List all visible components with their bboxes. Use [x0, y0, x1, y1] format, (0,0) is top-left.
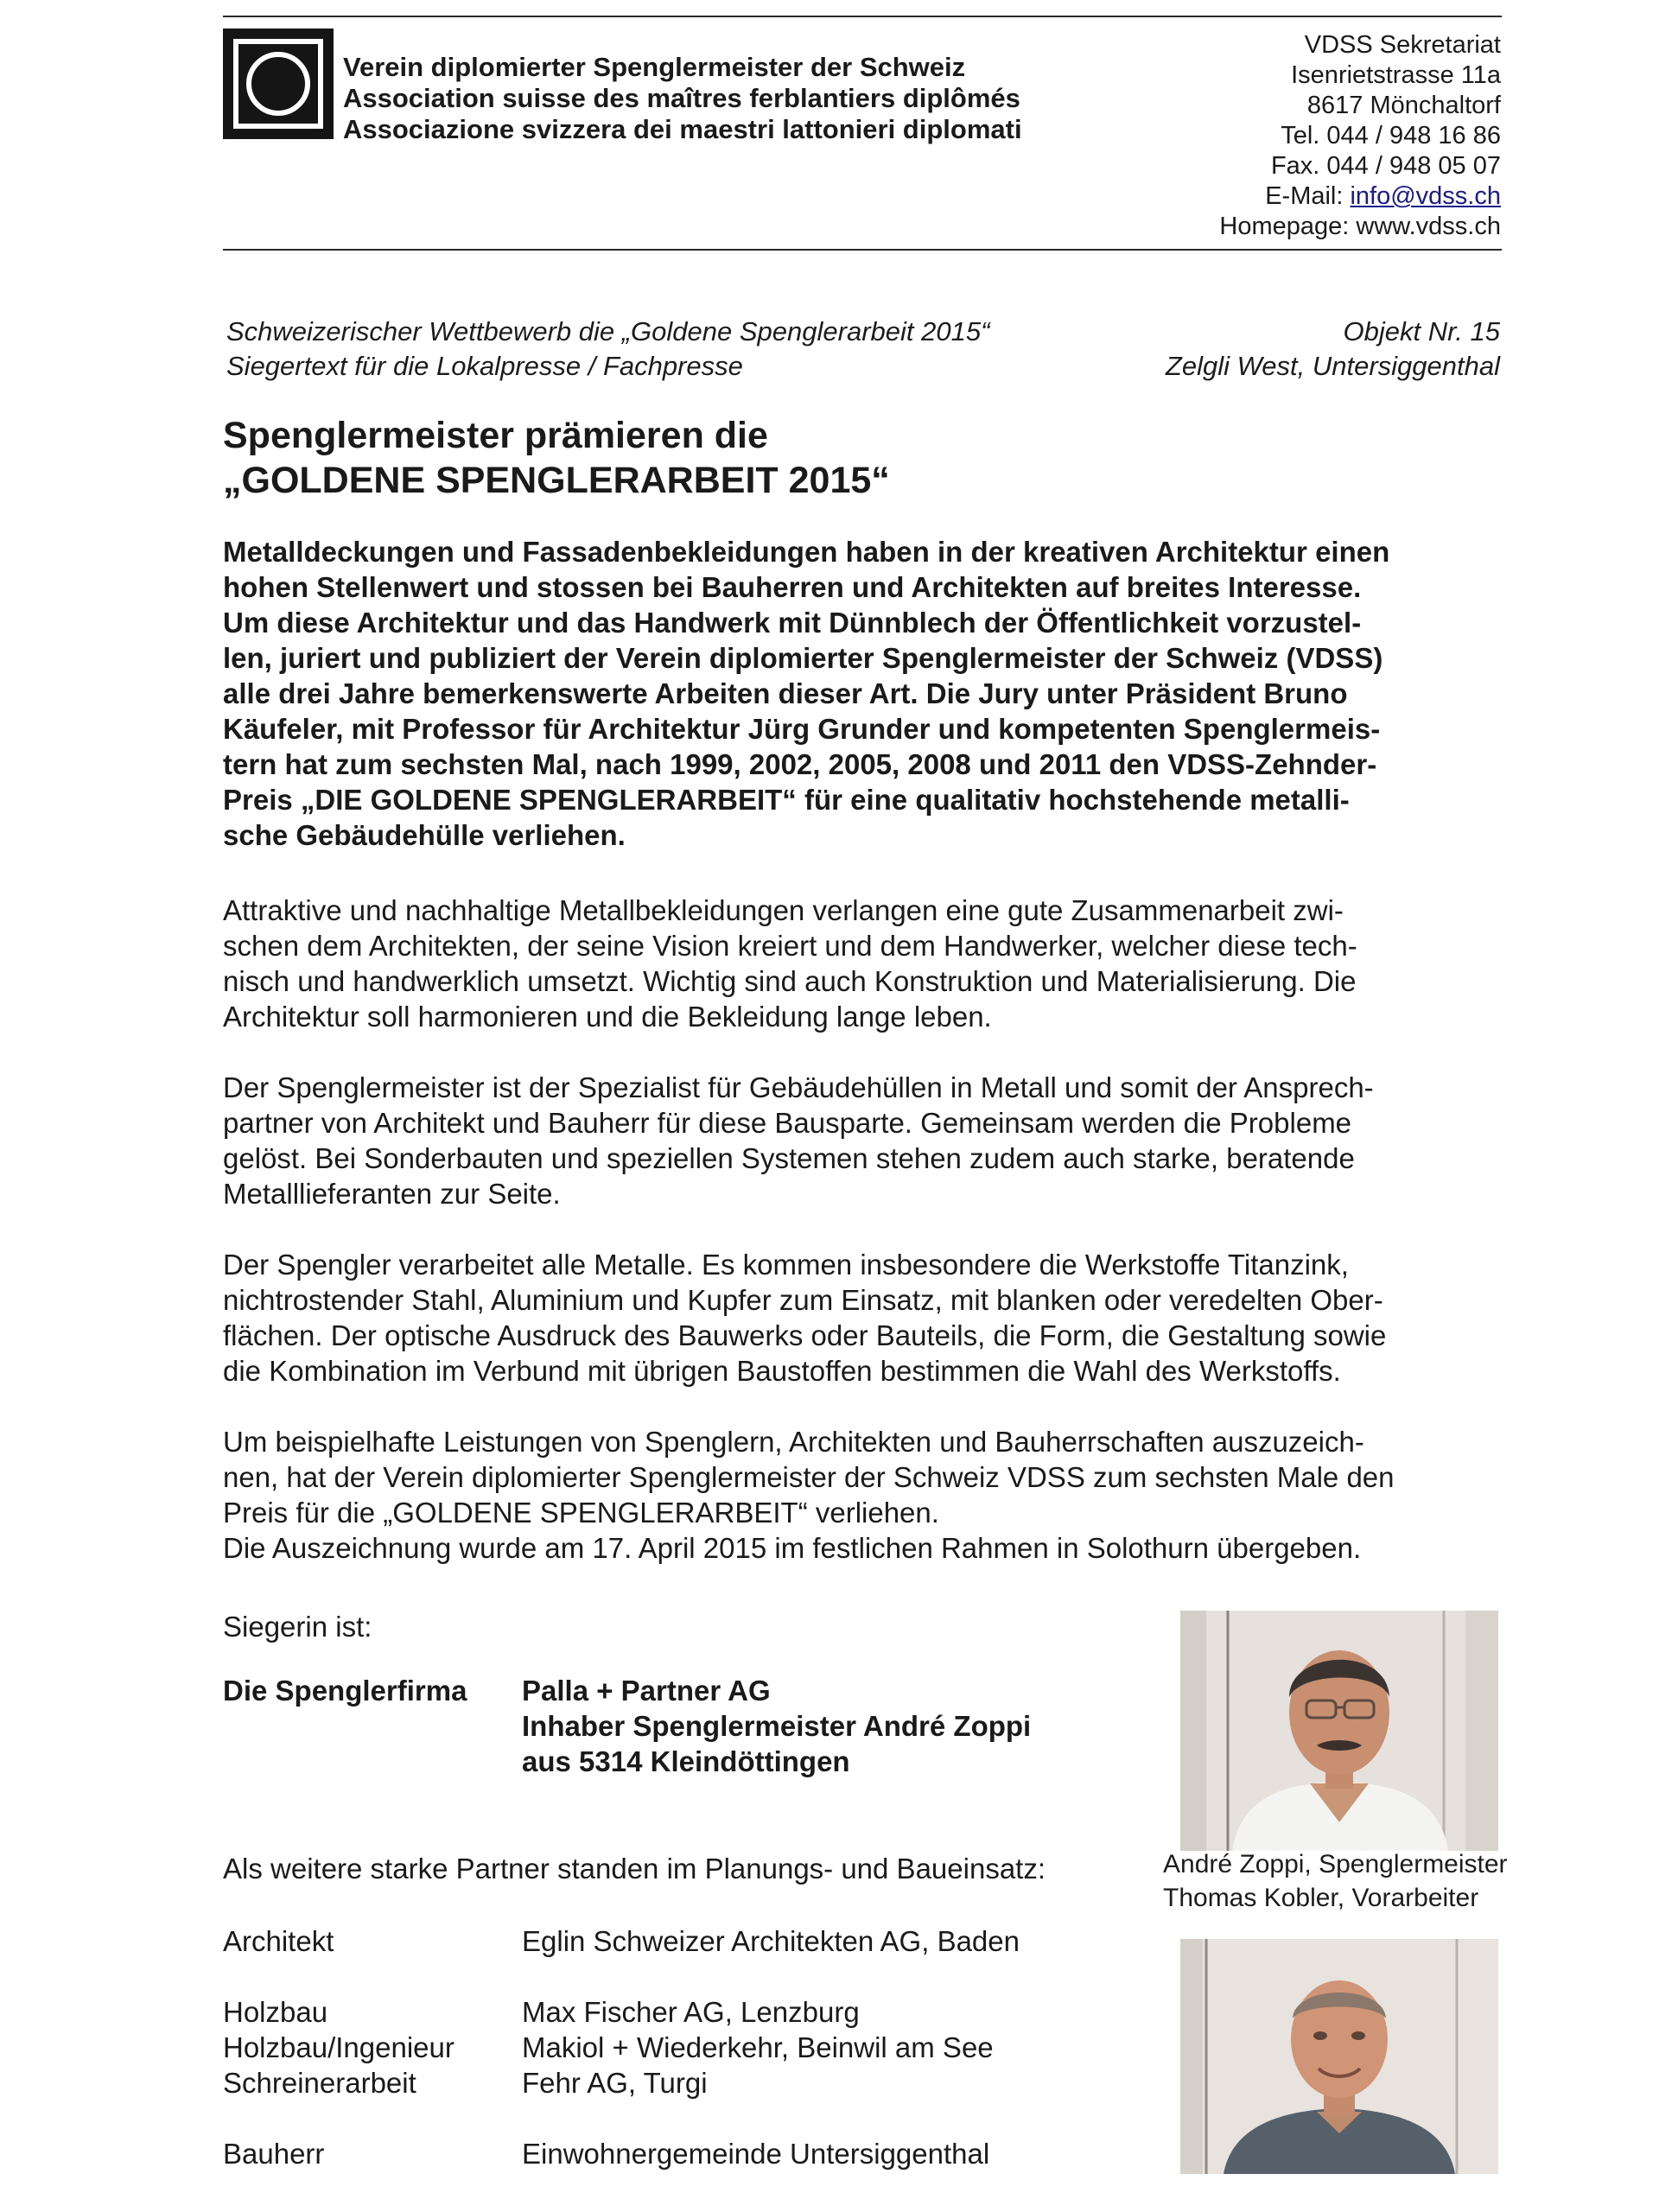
object-number: Objekt Nr. 15 [1343, 316, 1500, 346]
secretariat-street: Isenrietstrasse 11a [1291, 61, 1501, 89]
partners-intro: Als weitere starke Partner standen im Planungs- und Baueinsatz: [223, 1853, 1046, 1885]
object-info [1166, 315, 1500, 384]
secretariat-city: 8617 Mönchaltorf [1306, 92, 1501, 119]
partner-role: Bauherr [223, 2138, 325, 2170]
caption-line-2: Thomas Kobler, Vorarbeiter [1163, 1884, 1479, 1912]
paragraph-line: schen dem Architekten, der seine Vision kreiert und dem Handwerker, welcher diese tech- [223, 930, 1357, 962]
lead-line: tern hat zum sechsten Mal, nach 1999, 2002, 2005, 2008 und 2011 den VDSS-Zehnder- [223, 748, 1377, 780]
paragraph-line: Architektur soll harmonieren und die Bekleidung lange leben. [223, 1001, 992, 1033]
object-location: Zelgli West, Untersiggenthal [1165, 351, 1500, 381]
paragraph-line: partner von Architekt und Bauherr für diese Bausparte. Gemeinsam werden die Probleme [223, 1107, 1352, 1139]
competition-title: Schweizerischer Wettbewerb die „Goldene Spenglerarbeit 2015“ [226, 316, 990, 346]
org-name-de: Verein diplomierter Spenglermeister der Schweiz [343, 52, 966, 82]
press-note: Siegertext für die Lokalpresse / Fachpresse [226, 351, 743, 381]
partner-name: Eglin Schweizer Architekten AG, Baden [522, 1925, 1020, 1957]
paragraph-line: nichtrostender Stahl, Aluminium und Kupfer zum Einsatz, mit blanken oder veredelten Ober- [223, 1284, 1383, 1316]
header-top-rule [223, 16, 1502, 17]
winner-intro: Siegerin ist: [223, 1611, 372, 1643]
paragraph-line: nisch und handwerklich umsetzt. Wichtig sind auch Konstruktion und Materialisierung. Die [223, 965, 1357, 997]
organization-name [343, 52, 1022, 145]
page-title [223, 413, 890, 503]
org-name-fr: Association suisse des maîtres ferblantiers diplômés [343, 83, 1020, 113]
partner-role: Holzbau/Ingenieur [223, 2031, 454, 2063]
body-paragraph [223, 1424, 1502, 1566]
lead-line: len, juriert und publiziert der Verein diplomierter Spenglermeister der Schweiz (VDSS) [223, 642, 1383, 674]
paragraph-line: gelöst. Bei Sonderbauten und speziellen Systemen stehen zudem auch starke, beratende [223, 1142, 1355, 1174]
partner-name: Max Fischer AG, Lenzburg [522, 1996, 860, 2028]
partner-name: Fehr AG, Turgi [522, 2067, 708, 2099]
lead-line: Um diese Architektur und das Handwerk mit Dünnblech der Öffentlichkeit vorzustel- [223, 607, 1362, 639]
partner-role: Schreinerarbeit [223, 2067, 416, 2099]
paragraph-line: Der Spengler verarbeitet alle Metalle. Es kommen insbesondere die Werkstoffe Titanzink, [223, 1249, 1349, 1281]
vdss-logo [223, 29, 334, 139]
email-label: E-Mail: [1265, 182, 1351, 210]
title-line-2: „GOLDENE SPENGLERARBEIT 2015“ [223, 460, 890, 501]
partner-role: Architekt [223, 1925, 334, 1957]
lead-line: Preis „DIE GOLDENE SPENGLERARBEIT“ für eine qualitativ hochstehende metalli- [223, 784, 1350, 816]
secretariat-tel: Tel. 044 / 948 16 86 [1281, 122, 1501, 149]
body-paragraph [223, 1247, 1502, 1389]
secretariat-fax: Fax. 044 / 948 05 07 [1270, 152, 1501, 180]
portrait-photo-thomas-kobler [1180, 1939, 1498, 2174]
lead-line: alle drei Jahre bemerkenswerte Arbeiten dieser Art. Die Jury unter Präsident Bruno [223, 677, 1348, 709]
org-name-it: Associazione svizzera dei maestri lattonieri diplomati [343, 114, 1022, 144]
lead-line: sche Gebäudehülle verliehen. [223, 819, 626, 851]
paragraph-line: Metalllieferanten zur Seite. [223, 1178, 561, 1210]
partner-name: Makiol + Wiederkehr, Beinwil am See [522, 2031, 994, 2063]
photo-caption [1163, 1847, 1508, 1915]
paragraph-line: Der Spenglermeister ist der Spezialist für Gebäudehüllen in Metall und somit der Ansprech- [223, 1071, 1374, 1103]
title-line-1: Spenglermeister prämieren die [223, 415, 768, 456]
lead-paragraph [223, 534, 1502, 853]
paragraph-line: die Kombination im Verbund mit übrigen Baustoffen bestimmen die Wahl des Werkstoffs. [223, 1355, 1341, 1387]
winner-label: Die Spenglerfirma [223, 1675, 467, 1707]
secretariat-homepage: Homepage: www.vdss.ch [1219, 213, 1501, 240]
portrait-photo-andre-zoppi [1180, 1611, 1498, 1851]
header-bottom-rule [223, 249, 1502, 251]
winner-location: aus 5314 Kleindöttingen [522, 1745, 850, 1777]
secretariat-title: VDSS Sekretariat [1304, 31, 1501, 59]
paragraph-line: Die Auszeichnung wurde am 17. April 2015 im festlichen Rahmen in Solothurn übergeben. [223, 1532, 1362, 1564]
caption-line-1: André Zoppi, Spenglermeister [1163, 1850, 1508, 1878]
competition-info [226, 315, 989, 384]
paragraph-line: Um beispielhafte Leistungen von Spenglern, Architekten und Bauherrschaften auszuzeich- [223, 1426, 1364, 1458]
body-paragraph [223, 893, 1502, 1034]
secretariat-email-line [1219, 181, 1501, 212]
winner-company: Palla + Partner AG [522, 1675, 771, 1707]
paragraph-line: Attraktive und nachhaltige Metallbekleidungen verlangen eine gute Zusammenarbeit zwi- [223, 894, 1344, 926]
winner-details [522, 1673, 1031, 1779]
paragraph-line: Preis für die „GOLDENE SPENGLERARBEIT“ verliehen. [223, 1497, 939, 1529]
paragraph-line: flächen. Der optische Ausdruck des Bauwerks oder Bauteils, die Form, die Gestaltung sowie [223, 1319, 1387, 1351]
secretariat-address [1219, 30, 1501, 242]
email-link[interactable]: info@vdss.ch [1350, 182, 1501, 210]
partner-name: Einwohnergemeinde Untersiggenthal [522, 2138, 990, 2170]
partner-role: Holzbau [223, 1996, 328, 2028]
paragraph-line: nen, hat der Verein diplomierter Spenglermeister der Schweiz VDSS zum sechsten Male den [223, 1461, 1395, 1493]
lead-line: Metalldeckungen und Fassadenbekleidungen haben in der kreativen Architektur einen [223, 536, 1390, 568]
lead-line: Käufeler, mit Professor für Architektur Jürg Grunder und kompetenten Spenglermeis- [223, 713, 1381, 745]
lead-line: hohen Stellenwert und stossen bei Bauherren und Architekten auf breites Interesse. [223, 571, 1362, 603]
body-paragraph [223, 1070, 1502, 1211]
winner-owner: Inhaber Spenglermeister André Zoppi [522, 1710, 1032, 1742]
